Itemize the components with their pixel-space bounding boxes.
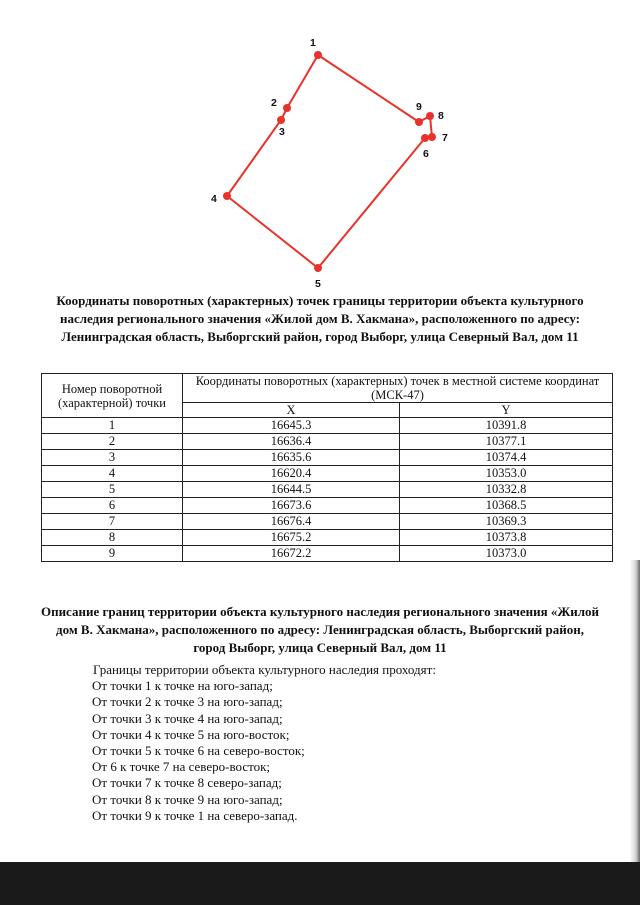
- boundary-plan: [0, 0, 640, 290]
- boundary-point-3: [277, 116, 285, 124]
- cell-y: 10369.3: [400, 514, 613, 530]
- cell-point-number: 3: [42, 450, 183, 466]
- cell-y: 10332.8: [400, 482, 613, 498]
- cell-y: 10391.8: [400, 418, 613, 434]
- description-line: От точки 1 к точке на юго-запад;: [92, 678, 273, 694]
- description-line: От точки 7 к точке 8 северо-запад;: [92, 775, 282, 791]
- point-label: 6: [423, 148, 429, 160]
- cell-x: 16676.4: [183, 514, 400, 530]
- header-x: X: [183, 403, 400, 418]
- header-point-number: Номер поворотной (характерной) точки: [42, 374, 183, 418]
- table-row: [42, 418, 613, 434]
- description-line: От 6 к точке 7 на северо-восток;: [92, 759, 271, 775]
- table-row: [42, 482, 613, 498]
- cell-point-number: 5: [42, 482, 183, 498]
- description-title: Описание границ территории объекта культурного наследия регионального значения «Жилой дом В. Хакмана», расположенного по адресу: Ленинградская область, Выборгский район, город Выборг, улица Северный Вал, дом 11: [40, 604, 600, 655]
- cell-x: 16620.4: [183, 466, 400, 482]
- cell-x: 16675.2: [183, 530, 400, 546]
- point-label: 8: [438, 110, 444, 122]
- cell-y: 10374.4: [400, 450, 613, 466]
- point-label: 4: [211, 193, 217, 205]
- description-line: От точки 2 к точке 3 на юго-запад;: [92, 694, 283, 710]
- cell-y: 10373.0: [400, 546, 613, 562]
- cell-x: 16636.4: [183, 434, 400, 450]
- description-line: От точки 9 к точке 1 на северо-запад.: [92, 807, 298, 823]
- cell-x: 16644.5: [183, 482, 400, 498]
- point-label: 9: [416, 101, 422, 113]
- cell-point-number: 8: [42, 530, 183, 546]
- cell-point-number: 1: [42, 418, 183, 434]
- scan-bottom-edge: [0, 862, 640, 905]
- cell-point-number: 7: [42, 514, 183, 530]
- point-label: 3: [279, 126, 285, 138]
- cell-y: 10368.5: [400, 498, 613, 514]
- boundary-polygon: [227, 55, 432, 268]
- boundary-point-5: [314, 264, 322, 272]
- cell-y: 10373.8: [400, 530, 613, 546]
- scan-edge-shadow: [630, 560, 640, 862]
- cell-x: 16672.2: [183, 546, 400, 562]
- table-row: [42, 466, 613, 482]
- description-line: От точки 5 к точке 6 на северо-восток;: [92, 743, 305, 759]
- boundary-point-7: [428, 133, 436, 141]
- table-row: [42, 450, 613, 466]
- point-label: 5: [315, 278, 321, 290]
- description-line: От точки 4 к точке 5 на юго-восток;: [92, 726, 290, 742]
- description-line: От точки 3 к точке 4 на юго-запад;: [92, 710, 283, 726]
- coordinates-title: Координаты поворотных (характерных) точек границы территории объекта культурного наследия регионального значения «Жилой дом В. Хакмана», расположенного по адресу: Ленинградская область, Выборгский район, город Выборг, улица Северный Вал, дом 11: [56, 293, 584, 344]
- point-label: 1: [310, 37, 316, 49]
- description-line: От точки 8 к точке 9 на юго-запад;: [92, 791, 283, 807]
- boundary-point-8: [426, 112, 434, 120]
- table-row: [42, 498, 613, 514]
- boundary-point-2: [283, 104, 291, 112]
- cell-point-number: 9: [42, 546, 183, 562]
- cell-x: 16645.3: [183, 418, 400, 434]
- cell-y: 10377.1: [400, 434, 613, 450]
- table-row: [42, 530, 613, 546]
- cell-x: 16673.6: [183, 498, 400, 514]
- boundary-point-1: [314, 51, 322, 59]
- table-row: [42, 434, 613, 450]
- point-label: 2: [271, 97, 277, 109]
- cell-x: 16635.6: [183, 450, 400, 466]
- boundary-point-4: [223, 192, 231, 200]
- description-intro: Границы территории объекта культурного наследия проходят:: [93, 662, 436, 677]
- cell-point-number: 6: [42, 498, 183, 514]
- cell-y: 10353.0: [400, 466, 613, 482]
- boundary-point-6: [421, 134, 429, 142]
- coordinates-table: [41, 373, 613, 562]
- header-y: Y: [400, 403, 613, 418]
- cell-point-number: 4: [42, 466, 183, 482]
- table-row: [42, 514, 613, 530]
- boundary-description: [92, 662, 436, 824]
- point-label: 7: [442, 132, 448, 144]
- header-coordinates: Координаты поворотных (характерных) точек в местной системе координат (МСК-47): [183, 374, 613, 403]
- cell-point-number: 2: [42, 434, 183, 450]
- table-row: [42, 546, 613, 562]
- coordinates-table-body: [42, 418, 613, 562]
- boundary-point-9: [415, 118, 423, 126]
